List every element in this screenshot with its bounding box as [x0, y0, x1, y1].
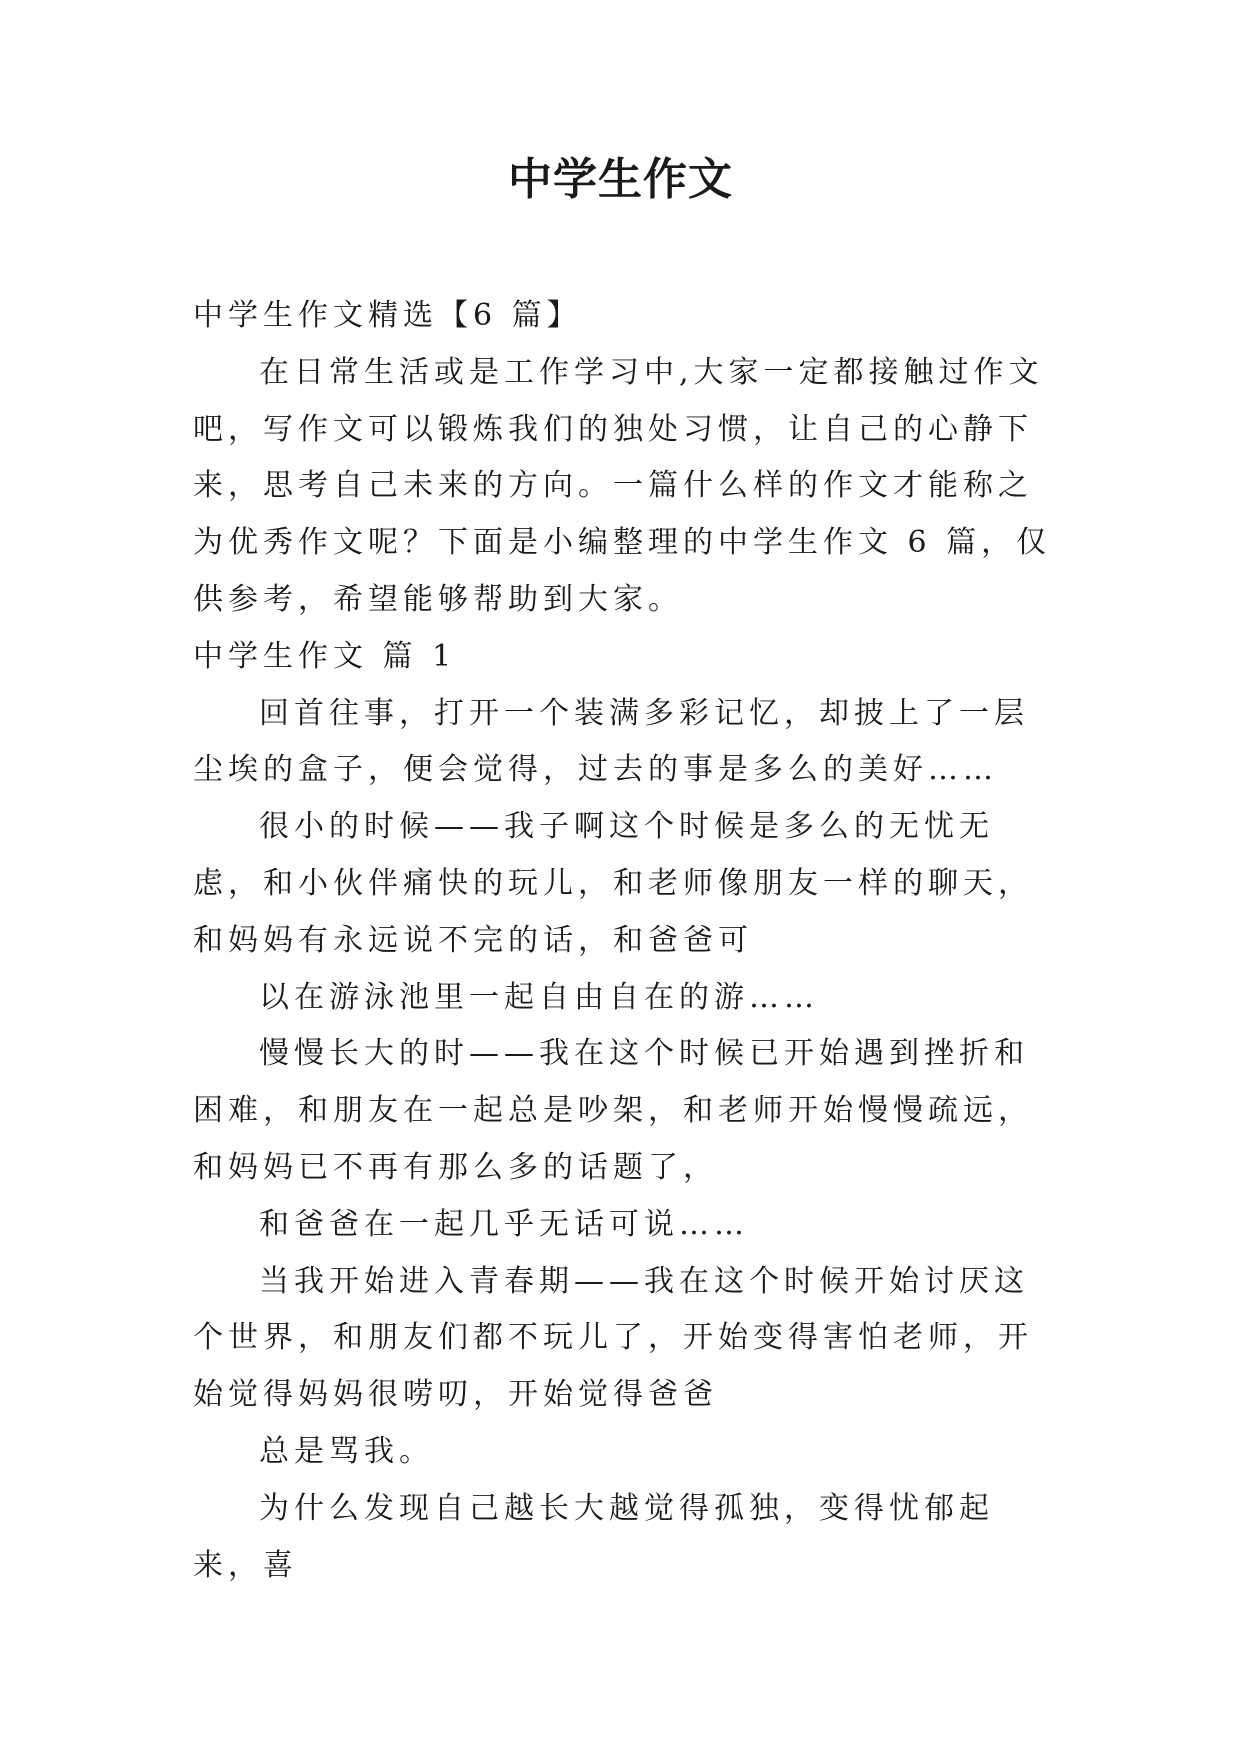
body-paragraph: 以在游泳池里一起自由自在的游……: [259, 979, 819, 1015]
body-paragraph: 总是骂我。: [259, 1433, 434, 1469]
essay-1-heading: 中学生作文 篇 1: [193, 638, 457, 674]
intro-paragraph: 在日常生活或是工作学习中,大家一定都接触过作文吧，写作文可以锻炼我们的独处习惯，让自己的心静下来，思考自己未来的方向。一篇什么样的作文才能称之为优秀作文呢？下面是小编整理的中学生作文 6 篇，仅供参考，希望能够帮助到大家。: [193, 354, 1052, 617]
body-paragraph: 当我开始进入青春期——我在这个时候开始讨厌这个世界，和朋友们都不玩儿了，开始变得害怕老师，开始觉得妈妈很唠叨，开始觉得爸爸: [193, 1263, 1033, 1413]
body-paragraph: 慢慢长大的时——我在这个时候已开始遇到挫折和困难，和朋友在一起总是吵架，和老师开始慢慢疏远，和妈妈已不再有那么多的话题了，: [193, 1036, 1033, 1185]
body-paragraph: 为什么发现自己越长大越觉得孤独，变得忧郁起来，喜: [193, 1490, 994, 1583]
body-paragraph: 很小的时候——我子啊这个时候是多么的无忧无虑，和小伙伴痛快的玩儿，和老师像朋友一样的聊天，和妈妈有永远说不完的话，和爸爸可: [193, 809, 1033, 958]
body-paragraph: 和爸爸在一起几乎无话可说……: [259, 1206, 749, 1242]
document-body: [193, 288, 1055, 1594]
collection-heading: 中学生作文精选【6 篇】: [193, 298, 582, 333]
document-title: 中学生作文: [508, 154, 733, 205]
body-paragraph: 回首往事，打开一个装满多彩记忆，却披上了一层尘埃的盒子，便会觉得，过去的事是多么的美好……: [193, 695, 1029, 788]
